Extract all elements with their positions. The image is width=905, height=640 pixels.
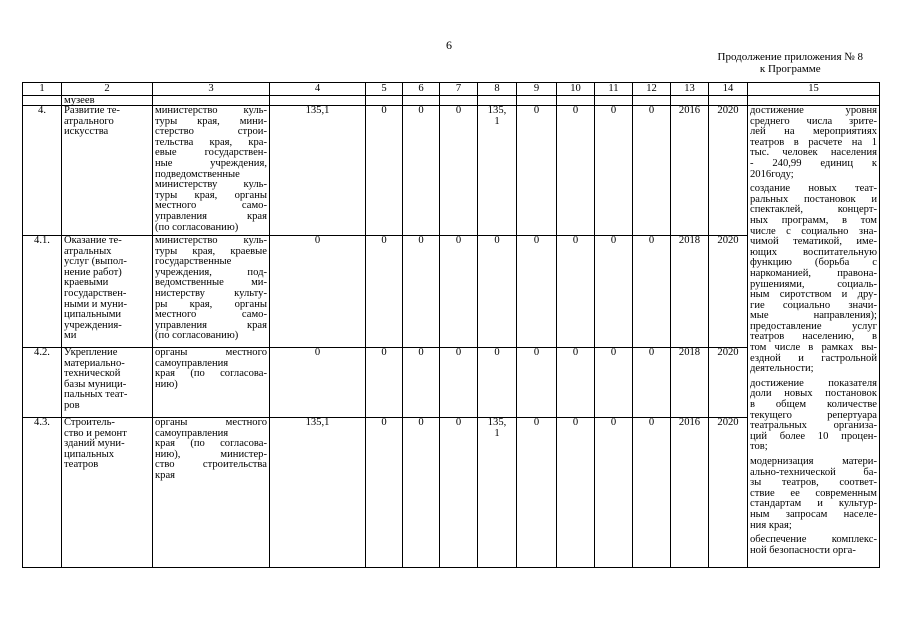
cell-c4: 135,1: [270, 106, 366, 236]
result-paragraph: [750, 379, 877, 453]
cell-c11: 0: [595, 236, 633, 348]
text-line: 0: [494, 347, 500, 358]
header-cell: 7: [440, 83, 478, 96]
text-line: ство строительства: [155, 459, 267, 471]
text-line: гие социально значи-: [750, 299, 877, 311]
text-line: стандартам и культур-: [750, 498, 877, 510]
result-paragraph: [750, 535, 877, 556]
cell-c12: 0: [633, 106, 671, 236]
text-line: 2016году;: [750, 168, 794, 180]
text-line: среднего числа зрите-: [750, 115, 877, 127]
cell-measure-name: [62, 348, 153, 418]
text-line: доли новых постановок: [750, 388, 877, 400]
cell-c6: 0: [403, 106, 440, 236]
result-paragraph: [750, 184, 877, 375]
text-line: ездной и гастрольной: [750, 352, 877, 364]
text-line: спектаклей, концерт-: [750, 204, 877, 216]
text-line: театров: [64, 459, 99, 471]
text-line: (по согласованию): [155, 330, 239, 342]
continuation-note: [718, 51, 863, 75]
cell-empty: [671, 96, 709, 106]
cell-empty: [748, 96, 880, 106]
cell-c12: 0: [633, 236, 671, 348]
cell-empty: [709, 96, 748, 106]
header-cell: 10: [557, 83, 595, 96]
cell-c12: 0: [633, 348, 671, 418]
cell-empty: [403, 96, 440, 106]
text-line: ведомственные ми-: [155, 277, 267, 289]
text-line: туры края, мини-: [155, 115, 267, 127]
cell-c9: 0: [517, 236, 557, 348]
header-cell: 6: [403, 83, 440, 96]
continuation-line-1: Продолжение приложения № 8: [717, 51, 863, 63]
cell-c11: 0: [595, 418, 633, 568]
cell-c13: 2016: [671, 106, 709, 236]
text-line: самоуправления: [155, 357, 229, 369]
text-line: самоуправления: [155, 427, 229, 439]
text-line: нистерству культу-: [155, 287, 267, 299]
text-line: туры края, краевые: [155, 245, 267, 257]
cell-c5: 0: [366, 236, 403, 348]
text-line: органы местного: [155, 347, 267, 358]
text-line: создание новых теат-: [750, 183, 877, 195]
header-cell: 8: [478, 83, 517, 96]
cell-c9: 0: [517, 106, 557, 236]
text-line: функцию (борьба с: [750, 257, 877, 269]
text-line: зы театров, соответ-: [750, 477, 877, 489]
header-cell: 3: [153, 83, 270, 96]
text-line: (по согласованию): [155, 221, 239, 233]
cell-c8: [478, 106, 517, 236]
cell-c13: 2018: [671, 236, 709, 348]
text-line: рушениями, социаль-: [750, 278, 877, 290]
text-line: предоставление услуг: [750, 320, 877, 332]
text-line: ной безопасности орга-: [750, 544, 856, 556]
text-line: Укрепление: [64, 347, 118, 358]
text-line: подведомственные: [155, 168, 240, 180]
cell-c13: 2018: [671, 348, 709, 418]
text-line: ципальными: [64, 309, 122, 321]
cell-executor: [153, 236, 270, 348]
text-line: наркоманией, правона-: [750, 267, 877, 279]
text-line: атральных: [64, 245, 112, 257]
text-line: деятельности;: [750, 363, 814, 375]
text-line: ным запросам населе-: [750, 508, 877, 520]
header-cell: 2: [62, 83, 153, 96]
text-line: местного само-: [155, 309, 267, 321]
text-line: государственные: [155, 256, 232, 268]
text-line: 0: [494, 235, 500, 246]
header-cell: 15: [748, 83, 880, 96]
text-line: министерство куль-: [155, 235, 267, 246]
text-line: Оказание те-: [64, 235, 122, 246]
text-line: материально-: [64, 357, 125, 369]
cell-empty: [366, 96, 403, 106]
text-line: краевыми: [64, 277, 109, 289]
header-row: [23, 83, 880, 96]
text-line: ство и ремонт: [64, 427, 127, 439]
header-cell: 5: [366, 83, 403, 96]
text-line: достижение уровня: [750, 105, 877, 116]
cell-executor: [153, 106, 270, 236]
text-line: ющих воспитательную: [750, 246, 877, 258]
text-line: тов;: [750, 441, 768, 453]
cell-empty: [517, 96, 557, 106]
text-line: 135,: [487, 105, 507, 116]
text-line: тыс. человек населения: [750, 147, 877, 159]
cell-c4: 135,1: [270, 418, 366, 568]
cell-number: 4.: [23, 106, 62, 236]
text-line: евые государствен-: [155, 147, 267, 159]
text-line: услуг (выпол-: [64, 256, 127, 268]
cell-c6: 0: [403, 236, 440, 348]
cell-c8: [478, 418, 517, 568]
header-cell: 1: [23, 83, 62, 96]
cell-empty: [440, 96, 478, 106]
cell-c10: 0: [557, 348, 595, 418]
text-line: лей на мероприятиях: [750, 126, 877, 138]
text-line: ров: [64, 399, 80, 411]
text-line: ры края, органы: [155, 298, 267, 310]
cell-c11: 0: [595, 106, 633, 236]
text-line: технической: [64, 368, 121, 380]
text-line: края (по согласова-: [155, 368, 267, 380]
cell-c7: 0: [440, 348, 478, 418]
cell-c5: 0: [366, 418, 403, 568]
text-line: ные учреждения,: [155, 157, 267, 169]
text-line: ципальных: [64, 448, 115, 460]
text-line: Развитие те-: [64, 105, 120, 116]
text-line: ния края;: [750, 519, 792, 531]
text-line: ральных постановок и: [750, 193, 877, 205]
cell-number: 4.2.: [23, 348, 62, 418]
text-line: текущего репертуара: [750, 409, 877, 421]
cell-c14: 2020: [709, 418, 748, 568]
cell-c14: 2020: [709, 236, 748, 348]
cell-c7: 0: [440, 236, 478, 348]
text-line: ным сиротством и дру-: [750, 289, 877, 301]
text-line: нию), министер-: [155, 448, 267, 460]
text-line: чимой тематикой, име-: [750, 236, 877, 248]
header-cell: 14: [709, 83, 748, 96]
program-table: [22, 82, 880, 568]
header-cell: 9: [517, 83, 557, 96]
cell-empty: [153, 96, 270, 106]
cell-empty: [557, 96, 595, 106]
text-line: управления края: [155, 319, 267, 331]
cell-empty: [23, 96, 62, 106]
header-cell: 13: [671, 83, 709, 96]
cell-number: 4.3.: [23, 418, 62, 568]
text-line: ными и муни-: [64, 298, 127, 310]
cell-c7: 0: [440, 418, 478, 568]
text-line: края: [155, 469, 176, 481]
cell-executor: [153, 418, 270, 568]
cell-measure-name: [62, 106, 153, 236]
cell-continued-name: музеев: [62, 96, 153, 106]
cell-c9: 0: [517, 418, 557, 568]
text-line: туры края, органы: [155, 189, 267, 201]
cell-c4: 0: [270, 236, 366, 348]
cell-c10: 0: [557, 418, 595, 568]
text-line: театральных организа-: [750, 420, 877, 432]
text-line: атрального: [64, 115, 114, 127]
table-row: [23, 106, 880, 236]
cell-c5: 0: [366, 348, 403, 418]
text-line: том числе в рамках вы-: [750, 342, 877, 354]
cell-c14: 2020: [709, 348, 748, 418]
cell-c8: [478, 236, 517, 348]
cell-c9: 0: [517, 348, 557, 418]
cell-empty: [478, 96, 517, 106]
cell-c13: 2016: [671, 418, 709, 568]
text-line: мые направления);: [750, 310, 877, 322]
text-line: модернизация матери-: [750, 456, 877, 467]
text-line: управления края: [155, 210, 267, 222]
header-cell: 12: [633, 83, 671, 96]
text-line: министерство куль-: [155, 105, 267, 116]
text-line: 1: [494, 115, 500, 127]
result-paragraph: [750, 457, 877, 531]
text-line: 135,: [487, 417, 507, 428]
text-line: обеспечение комплекс-: [750, 534, 877, 546]
cell-c5: 0: [366, 106, 403, 236]
cell-measure-name: [62, 236, 153, 348]
text-line: местного само-: [155, 200, 267, 212]
continuation-line-2: к Программе: [759, 63, 821, 75]
text-line: ми: [64, 330, 77, 342]
text-line: ций более 10 процен-: [750, 430, 877, 442]
text-line: учреждения, под-: [155, 266, 267, 278]
text-line: в общем количестве: [750, 399, 877, 411]
text-line: базы муници-: [64, 378, 127, 390]
text-line: 1: [494, 427, 500, 439]
text-line: театров в расчете на 1: [750, 136, 877, 148]
cell-c7: 0: [440, 106, 478, 236]
result-paragraph: [750, 106, 877, 180]
cell-expected-results: [748, 106, 880, 568]
text-line: достижение показателя: [750, 377, 877, 389]
cell-empty: [633, 96, 671, 106]
cell-empty: [595, 96, 633, 106]
text-line: ствие ее современным: [750, 487, 877, 499]
text-line: пальных теат-: [64, 389, 128, 401]
text-line: - 240,99 единиц к: [750, 157, 877, 169]
cell-executor: [153, 348, 270, 418]
text-line: министерству куль-: [155, 179, 267, 191]
continuation-row: [23, 96, 880, 106]
text-line: стерство строи-: [155, 126, 267, 138]
text-line: государствен-: [64, 287, 127, 299]
cell-c10: 0: [557, 236, 595, 348]
cell-number: 4.1.: [23, 236, 62, 348]
text-line: тельства края, кра-: [155, 136, 267, 148]
text-line: зданий муни-: [64, 438, 125, 450]
text-line: ных программ, в том: [750, 214, 877, 226]
cell-empty: [270, 96, 366, 106]
text-line: края (по согласова-: [155, 438, 267, 450]
page-number: 6: [446, 38, 452, 52]
text-line: театров населению, в: [750, 331, 877, 343]
text-line: искусства: [64, 126, 109, 138]
text-line: органы местного: [155, 417, 267, 428]
cell-measure-name: [62, 418, 153, 568]
cell-c14: 2020: [709, 106, 748, 236]
text-line: числе с социально зна-: [750, 225, 877, 237]
header-cell: 4: [270, 83, 366, 96]
text-line: нию): [155, 378, 178, 390]
cell-c4: 0: [270, 348, 366, 418]
text-line: Строитель-: [64, 417, 115, 428]
cell-c10: 0: [557, 106, 595, 236]
cell-c6: 0: [403, 348, 440, 418]
cell-c11: 0: [595, 348, 633, 418]
header-cell: 11: [595, 83, 633, 96]
cell-c12: 0: [633, 418, 671, 568]
text-line: ально-технической ба-: [750, 466, 877, 478]
cell-c8: [478, 348, 517, 418]
cell-c6: 0: [403, 418, 440, 568]
text-line: учреждения-: [64, 319, 122, 331]
text-line: нение работ): [64, 266, 122, 278]
